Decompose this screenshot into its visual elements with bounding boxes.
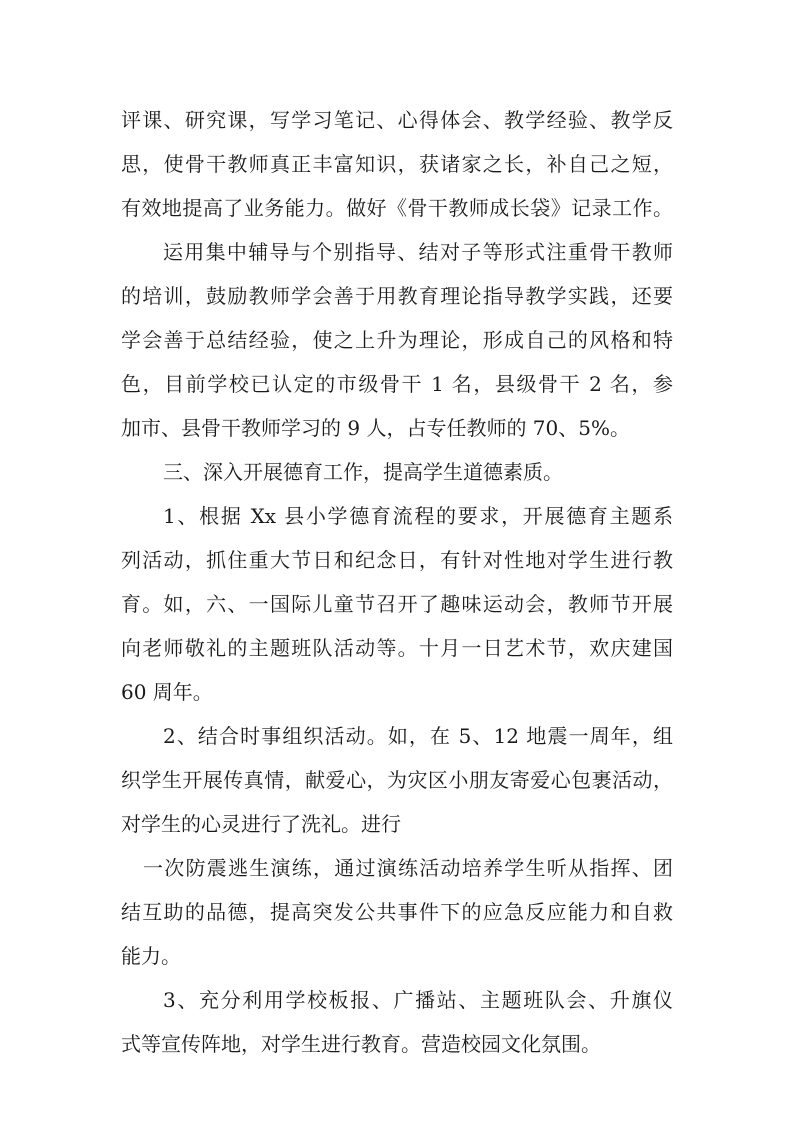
text-line: 2、结合时事组织活动。如，在 5、12 地震一周年，组 xyxy=(163,724,673,748)
text-line: 列活动，抓住重大节日和纪念日，有针对性地对学生进行教 xyxy=(121,548,673,572)
text-line: 能力。 xyxy=(121,944,181,968)
text-line: 1、根据 Xx 县小学德育流程的要求，开展德育主题系 xyxy=(163,504,673,528)
text-line: 向老师敬礼的主题班队活动等。十月一日艺术节，欢庆建国 xyxy=(121,636,673,660)
text-line: 运用集中辅导与个别指导、结对子等形式注重骨干教师 xyxy=(163,240,673,264)
text-line: 对学生的心灵进行了洗礼。进行 xyxy=(121,812,401,836)
text-line: 60 周年。 xyxy=(121,680,213,704)
text-line: 一次防震逃生演练，通过演练活动培养学生听从指挥、团 xyxy=(143,856,673,880)
text-line: 育。如，六、一国际儿童节召开了趣味运动会，教师节开展 xyxy=(121,592,673,616)
text-line: 学会善于总结经验，使之上升为理论，形成自己的风格和特 xyxy=(121,328,673,352)
text-line: 色，目前学校已认定的市级骨干 1 名，县级骨干 2 名，参 xyxy=(121,372,673,396)
text-line: 的培训，鼓励教师学会善于用教育理论指导教学实践，还要 xyxy=(121,284,673,308)
text-line: 织学生开展传真情，献爱心，为灾区小朋友寄爱心包裹活动， xyxy=(121,768,673,792)
text-line: 有效地提高了业务能力。做好《骨干教师成长袋》记录工作。 xyxy=(121,196,673,220)
text-line: 式等宣传阵地，对学生进行教育。营造校园文化氛围。 xyxy=(121,1032,601,1056)
text-line: 结互助的品德，提高突发公共事件下的应急反应能力和自救 xyxy=(121,900,673,924)
text-line: 评课、研究课，写学习笔记、心得体会、教学经验、教学反 xyxy=(121,108,673,132)
text-line: 思，使骨干教师真正丰富知识，获诸家之长，补自己之短， xyxy=(121,152,673,176)
section-heading: 三、深入开展德育工作，提高学生道德素质。 xyxy=(163,460,563,484)
text-line: 3、充分利用学校板报、广播站、主题班队会、升旗仪 xyxy=(163,988,673,1012)
text-line: 加市、县骨干教师学习的 9 人，占专任教师的 70、5%。 xyxy=(121,416,630,440)
